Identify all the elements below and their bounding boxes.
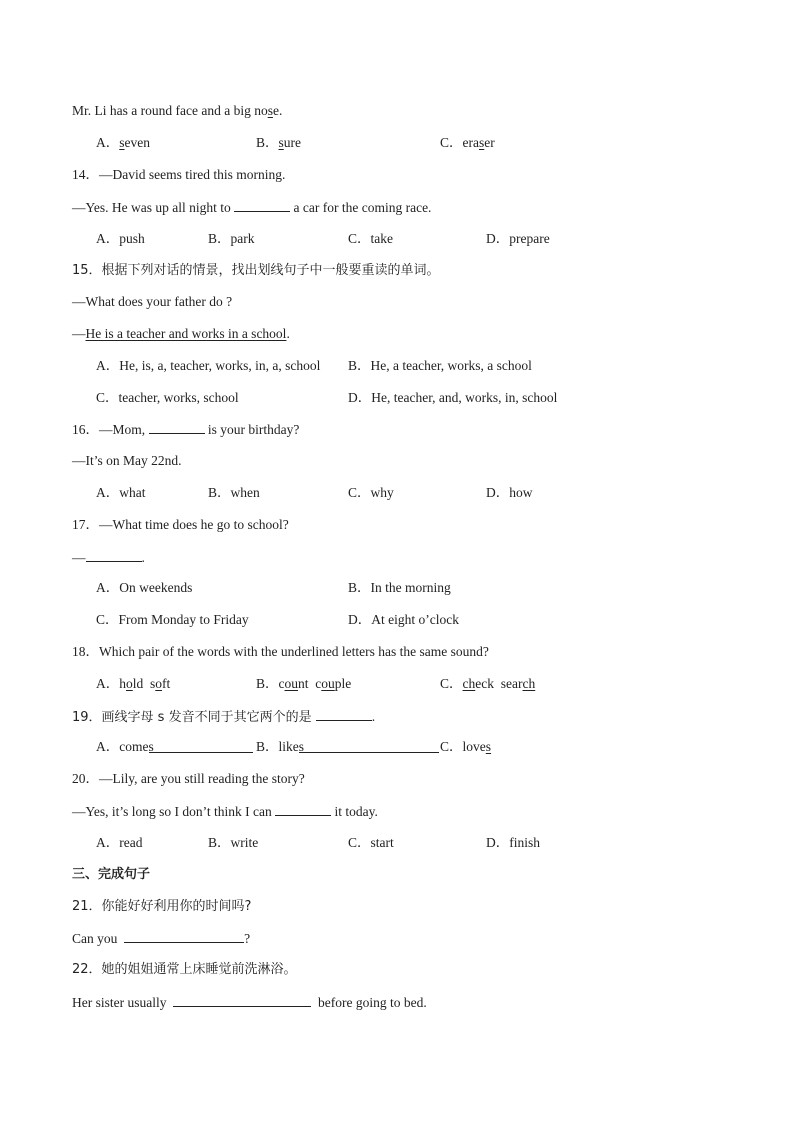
q17-line2: — . <box>72 550 145 565</box>
q20-option-a[interactable]: A．read <box>96 835 143 850</box>
q16-option-d[interactable]: D．how <box>486 485 533 500</box>
q20-option-c[interactable]: C．start <box>348 835 394 850</box>
section-heading: 三、完成句子 <box>72 867 151 882</box>
q17-option-d[interactable]: D．At eight o’clock <box>348 612 459 627</box>
q16-line2: —It’s on May 22nd. <box>72 453 182 468</box>
q18-option-c[interactable]: C．check search <box>440 676 536 691</box>
q20-option-b[interactable]: B．write <box>208 835 259 850</box>
q13-option-a[interactable]: A．seven <box>96 135 150 150</box>
q18-option-a[interactable]: A．hold soft <box>96 676 171 691</box>
q13-option-b[interactable]: B．sure <box>256 135 302 150</box>
q14-line2: —Yes. He was up all night to a car for the coming race. <box>72 200 432 215</box>
answer-blank[interactable] <box>173 993 311 1007</box>
q15-option-c[interactable]: C．teacher, works, school <box>96 390 239 405</box>
answer-blank[interactable] <box>234 198 290 212</box>
q16-option-c[interactable]: C．why <box>348 485 394 500</box>
q14-option-b[interactable]: B．park <box>208 231 255 246</box>
answer-blank[interactable] <box>149 420 205 434</box>
q18-option-b[interactable]: B．count couple <box>256 676 352 691</box>
q19-option-c[interactable]: C．loves <box>440 739 492 754</box>
q20-option-d[interactable]: D．finish <box>486 835 540 850</box>
q19-line1: 19．画线字母 s 发音不同于其它两个的是 . <box>72 709 376 725</box>
q20-line2: —Yes, it’s long so I don’t think I can it today. <box>72 804 378 819</box>
q15-option-a[interactable]: A．He, is, a, teacher, works, in, a, school <box>96 358 321 373</box>
q20-line1: 20．—Lily, are you still reading the story? <box>72 771 305 786</box>
q17-option-a[interactable]: A．On weekends <box>96 580 193 595</box>
q18-line1: 18．Which pair of the words with the underlined letters has the same sound? <box>72 644 489 659</box>
q14-option-c[interactable]: C．take <box>348 231 393 246</box>
q17-option-c[interactable]: C．From Monday to Friday <box>96 612 249 627</box>
q15-option-d[interactable]: D．He, teacher, and, works, in, school <box>348 390 558 405</box>
answer-blank[interactable] <box>275 802 331 816</box>
answer-blank[interactable] <box>86 548 142 562</box>
q22-line1: 22．她的姐姐通常上床睡觉前洗淋浴。 <box>72 962 297 977</box>
q15-line1: 15．根据下列对话的情景，找出划线句子中一般要重读的单词。 <box>72 263 440 278</box>
answer-blank[interactable] <box>316 707 372 721</box>
q16-option-b[interactable]: B．when <box>208 485 260 500</box>
q13-stem: Mr. Li has a round face and a big nose. <box>72 103 283 118</box>
q16-option-a[interactable]: A．what <box>96 485 146 500</box>
q16-line1: 16．—Mom, is your birthday? <box>72 422 300 437</box>
answer-blank[interactable] <box>124 929 244 943</box>
q17-line1: 17．—What time does he go to school? <box>72 517 289 532</box>
q14-line1: 14．—David seems tired this morning. <box>72 167 286 182</box>
q19-option-a[interactable]: A．comes <box>96 738 253 756</box>
q14-option-d[interactable]: D．prepare <box>486 231 550 246</box>
q21-line2: Can you ? <box>72 931 251 946</box>
q15-line2: —What does your father do ? <box>72 294 233 309</box>
q21-line1: 21．你能好好利用你的时间吗? <box>72 899 252 914</box>
q22-line2: Her sister usually before going to bed. <box>72 995 427 1010</box>
q13-option-c[interactable]: C．eraser <box>440 135 495 150</box>
q15-line3: —He is a teacher and works in a school. <box>72 326 290 341</box>
q14-option-a[interactable]: A．push <box>96 231 145 246</box>
q19-option-b[interactable]: B．likes <box>256 738 439 756</box>
q15-option-b[interactable]: B．He, a teacher, works, a school <box>348 358 532 373</box>
q17-option-b[interactable]: B．In the morning <box>348 580 451 595</box>
